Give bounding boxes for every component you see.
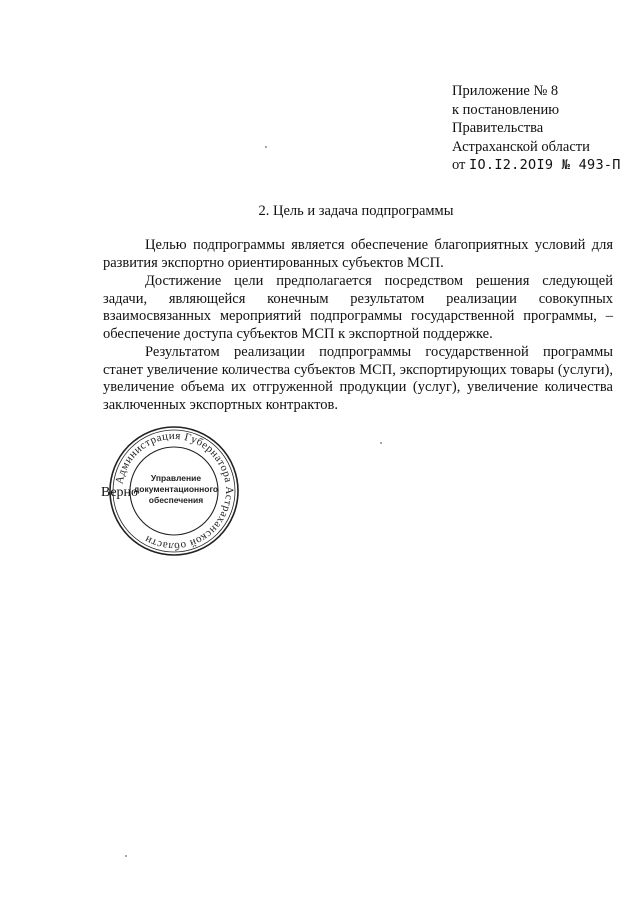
appendix-block	[452, 82, 621, 175]
appendix-region: Астраханской области	[452, 138, 590, 155]
seal-center-line1: Управление	[150, 473, 202, 483]
scan-speck	[265, 146, 267, 148]
paragraph-result: Результатом реализации подпрограммы государственной программы станет увеличение количества субъектов МСП, экспортирующих товары (услуги), увеличение объема их отгруженной продукции (услуг), увеличение количества заключенных экспортных контрактов.	[103, 344, 613, 413]
scan-speck	[380, 442, 382, 444]
date-typed: IO.I2.2OI9 № 493-П	[469, 157, 621, 173]
appendix-to-resolution: к постановлению	[452, 101, 560, 118]
verno-note: Верно	[101, 485, 139, 500]
scan-speck	[125, 855, 127, 857]
seal-center-line2: документационного	[133, 484, 219, 494]
section-title: 2. Цель и задача подпрограммы	[258, 203, 454, 219]
seal-ring-text: Администрация Губернатора Астраханской области	[113, 429, 236, 553]
body-text	[103, 237, 613, 415]
seal-center-line3: обеспечения	[148, 495, 204, 505]
appendix-government: Правительства	[452, 120, 544, 136]
date-prefix: от	[452, 157, 466, 173]
appendix-number: Приложение № 8	[452, 83, 559, 99]
paragraph-task: Достижение цели предполагается посредством решения следующей задачи, являющейся конечным результатом реализации совокупных взаимосвязанных мероприятий подпрограммы государственной программы, – обеспечение доступа субъектов МСП к экспортной поддержке.	[103, 273, 613, 342]
paragraph-goal: Целью подпрограммы является обеспечение благоприятных условий для развития экспортно ориентированных субъектов МСП.	[103, 237, 613, 271]
appendix-date	[452, 156, 621, 175]
